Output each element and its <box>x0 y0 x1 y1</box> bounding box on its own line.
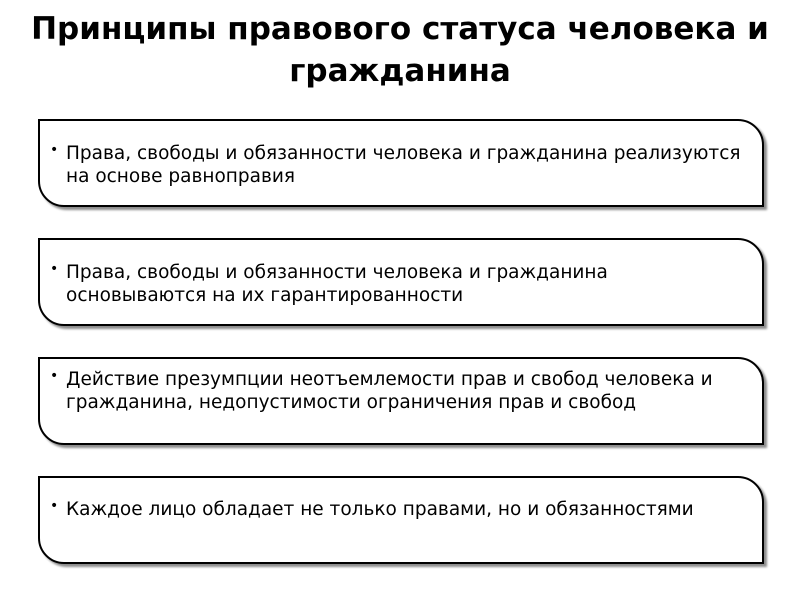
bullet-icon: • <box>50 142 59 158</box>
slide-title: Принципы правового статуса человека и гражданина <box>31 11 769 89</box>
bullet-icon: • <box>50 498 59 514</box>
principle-label: Каждое лицо обладает не только правами, но и обязанностями <box>66 499 694 520</box>
bullet-icon: • <box>50 368 59 384</box>
principle-text-2 <box>50 261 746 307</box>
principle-label: Права, свободы и обязанности человека и гражданина реализуются на основе равноправия <box>66 143 741 187</box>
principle-text-1 <box>50 142 746 188</box>
principle-box-3 <box>38 357 764 445</box>
principle-label: Действие презумпции неотъемлемости прав и свобод человека и гражданина, недопустимости ограничения прав и свобод <box>66 369 713 413</box>
principle-label: Права, свободы и обязанности человека и гражданина основываются на их гарантированности <box>66 262 608 306</box>
principle-box-1 <box>38 119 764 207</box>
principle-box-2 <box>38 238 764 326</box>
principle-text-3 <box>50 368 746 414</box>
principle-text-4 <box>50 498 746 521</box>
bullet-icon: • <box>50 261 59 277</box>
principle-box-4 <box>38 476 764 564</box>
